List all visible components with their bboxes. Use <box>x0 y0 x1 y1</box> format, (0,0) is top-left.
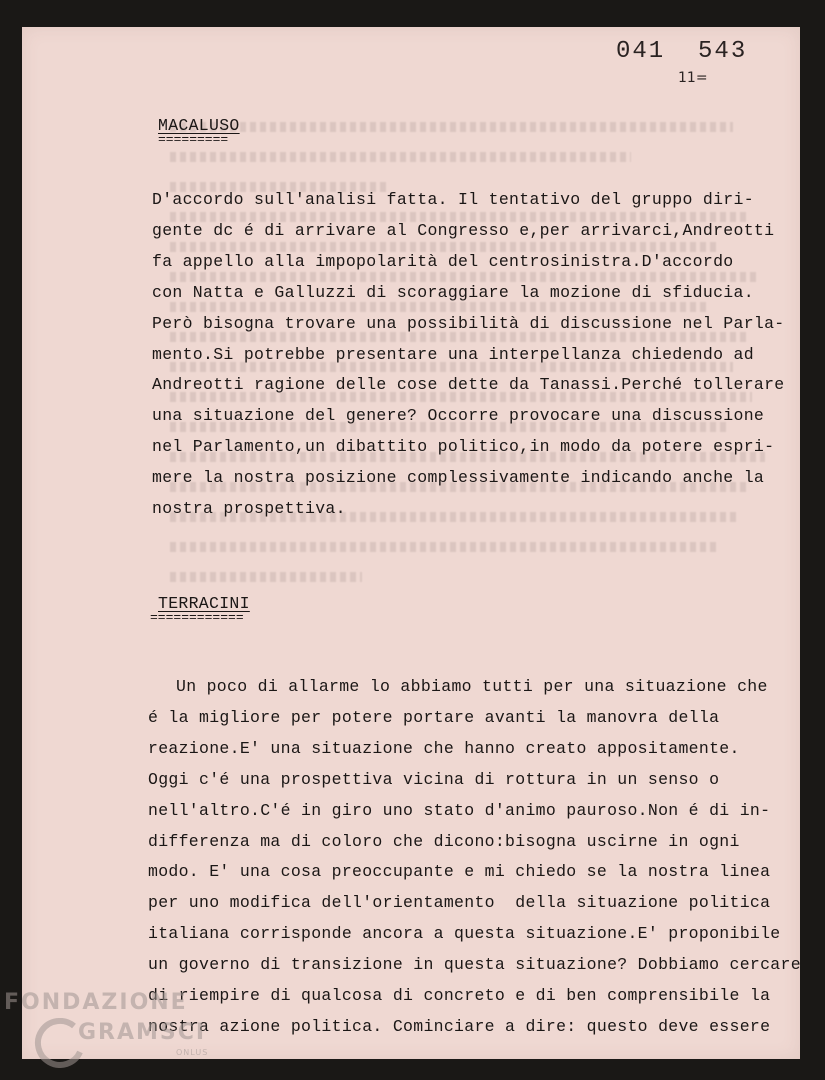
paragraph-macaluso <box>152 185 785 525</box>
text-line: italiana corrisponde ancora a questa situazione.E' proponibile <box>148 924 781 944</box>
watermark-line-1: FONDAZIONE <box>4 990 188 1015</box>
text-line: differenza ma di coloro che dicono:bisogna uscirne in ogni <box>148 831 740 851</box>
text-line: per uno modifica dell'orientamento della situazione politica <box>148 893 771 913</box>
text-line: reazione.E' una situazione che hanno creato appositamente. <box>148 738 740 758</box>
watermark-arc-icon <box>34 1018 84 1068</box>
text-line: nostra prospettiva. <box>152 499 346 519</box>
text-line: una situazione del genere? Occorre provocare una discussione <box>152 406 765 426</box>
text-line: Andreotti ragione delle cose dette da Tanassi.Perché tollerare <box>152 375 785 395</box>
text-line: modo. E' una cosa preoccupante e mi chiedo se la nostra linea <box>148 862 771 882</box>
text-line: con Natta e Galluzzi di scoraggiare la mozione di sfiducia. <box>152 282 754 302</box>
speaker-underline: ========= <box>158 132 229 147</box>
paragraph-terracini <box>148 672 801 1043</box>
archive-number: 041 543 <box>616 38 748 65</box>
text-line: mere la nostra posizione complessivamente indicando anche la <box>152 468 765 488</box>
text-line: Un poco di allarme lo abbiamo tutti per una situazione che <box>176 677 768 696</box>
speaker-name: MACALUSO <box>158 116 240 135</box>
text-line: nell'altro.C'é in giro uno stato d'animo pauroso.Non é di in- <box>148 800 771 820</box>
text-line: Oggi c'é una prospettiva vicina di rottura in un senso o <box>148 769 720 789</box>
text-line: Però bisogna trovare una possibilità di discussione nel Parla- <box>152 313 785 333</box>
speaker-underline: ============ <box>150 610 244 625</box>
text-line: fa appello alla impopolarità del centrosinistra.D'accordo <box>152 251 734 271</box>
text-line: un governo di transizione in questa situazione? Dobbiamo cercare <box>148 955 801 975</box>
text-line: gente dc é di arrivare al Congresso e,per arrivarci,Andreotti <box>152 220 775 240</box>
text-line: di riempire di qualcosa di concreto e di ben comprensibile la <box>148 986 771 1006</box>
text-line: mento.Si potrebbe presentare una interpellanza chiedendo ad <box>152 344 754 364</box>
text-line: nel Parlamento,un dibattito politico,in modo da potere espri- <box>152 437 775 457</box>
fondazione-gramsci-watermark <box>4 990 224 1070</box>
watermark-line-2: GRAMSCI <box>78 1020 207 1045</box>
speaker-heading-terracini <box>150 594 250 623</box>
speaker-heading-macaluso <box>158 116 240 145</box>
text-line: nostra azione politica. Cominciare a dire: questo deve essere <box>148 1016 771 1036</box>
watermark-line-3: ONLUS <box>176 1048 209 1057</box>
speaker-name: TERRACINI <box>158 594 250 613</box>
text-line: D'accordo sull'analisi fatta. Il tentativo del gruppo diri- <box>152 190 754 209</box>
text-line: é la migliore per potere portare avanti la manovra della <box>148 707 720 727</box>
page-number: 11= <box>678 70 708 86</box>
